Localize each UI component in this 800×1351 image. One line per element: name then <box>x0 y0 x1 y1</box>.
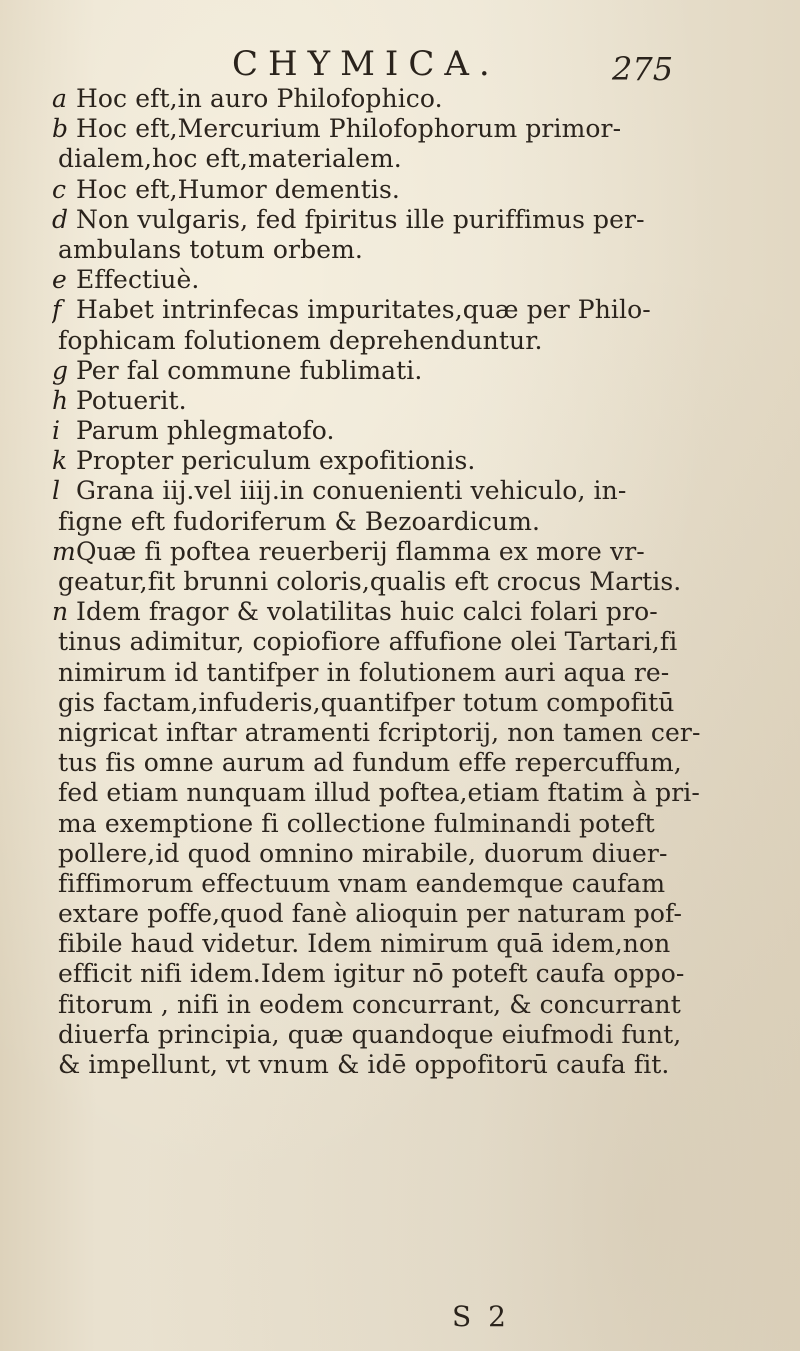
note-text: fiffimorum effectuum vnam eandemque caufam <box>58 868 666 898</box>
annotation-list <box>52 84 742 1080</box>
note-continuation-line <box>52 718 742 748</box>
note-line-k <box>52 446 742 476</box>
note-text: dialem,hoc eft,materialem. <box>58 144 402 174</box>
note-continuation-line <box>52 658 742 688</box>
note-line-i <box>52 416 742 446</box>
note-continuation-line <box>52 567 742 597</box>
note-text: nigricat inftar atramenti fcriptorij, non tamen cer- <box>58 717 701 747</box>
note-text: Potuerit. <box>76 385 187 415</box>
note-text: Quæ fi poftea reuerberij flamma ex more vr- <box>76 536 645 566</box>
note-text: ambulans totum orbem. <box>58 234 363 264</box>
note-continuation-line <box>52 809 742 839</box>
note-text: fophicam folutionem deprehenduntur. <box>58 325 543 355</box>
note-text: Propter periculum expofitionis. <box>76 446 476 476</box>
note-text: nimirum id tantifper in folutionem auri aqua re- <box>58 657 670 687</box>
note-text: Habet intrinfecas impuritates,quæ per Philo- <box>76 295 651 325</box>
note-line-c <box>52 175 742 205</box>
note-marker: f <box>52 295 62 325</box>
note-marker: k <box>52 446 68 476</box>
note-text: Grana iij.vel iiij.in conuenienti vehiculo, in- <box>76 476 627 506</box>
note-continuation-line <box>52 959 742 989</box>
note-marker: d <box>52 204 69 234</box>
note-line-f <box>52 295 742 325</box>
note-text: tus fis omne aurum ad fundum effe repercuffum, <box>58 748 682 778</box>
note-text: Hoc eft,Mercurium Philofophorum primor- <box>76 114 622 144</box>
note-continuation-line <box>52 235 742 265</box>
note-text: figne eft fudoriferum & Bezoardicum. <box>58 506 541 536</box>
note-marker: m <box>52 536 76 566</box>
note-continuation-line <box>52 748 742 778</box>
note-text: efficit nifi idem.Idem igitur nō poteft caufa oppo- <box>58 959 685 989</box>
note-text: fed etiam nunquam illud poftea,etiam ftatim à pri- <box>58 778 700 808</box>
note-text: gis factam,infuderis,quantifper totum compofitū <box>58 687 675 717</box>
note-text: Parum phlegmatofo. <box>76 416 335 446</box>
note-text: Effectiuè. <box>76 265 200 295</box>
note-text: tinus adimitur, copiofiore affufione olei Tartari,fi <box>58 627 678 657</box>
page-header <box>0 40 800 90</box>
note-line-h <box>52 386 742 416</box>
note-text: ma exemptione fi collectione fulminandi poteft <box>58 808 655 838</box>
note-line-g <box>52 356 742 386</box>
note-continuation-line <box>52 990 742 1020</box>
signature-mark: S 2 <box>452 1300 510 1333</box>
note-line-b <box>52 114 742 144</box>
note-text: geatur,fit brunni coloris,qualis eft crocus Martis. <box>58 567 682 596</box>
note-text: fibile haud videtur. Idem nimirum quā idem,non <box>58 929 671 959</box>
note-line-n <box>52 597 742 627</box>
note-line-l <box>52 476 742 506</box>
note-line-m <box>52 537 742 567</box>
note-continuation-line <box>52 1050 742 1080</box>
note-continuation-line <box>52 899 742 929</box>
note-text: diuerfa principia, quæ quandoque eiufmodi funt, <box>58 1019 682 1049</box>
running-head: CHYMICA. <box>232 44 500 84</box>
note-text: & impellunt, vt vnum & idē oppofitorū caufa fit. <box>58 1050 670 1079</box>
note-continuation-line <box>52 144 742 174</box>
note-text: Idem fragor & volatilitas huic calci folari pro- <box>76 597 658 627</box>
note-text: extare poffe,quod fanè alioquin per naturam pof- <box>58 899 683 929</box>
note-marker: a <box>52 84 68 113</box>
note-text: Non vulgaris, fed fpiritus ille puriffimus per- <box>76 204 645 234</box>
note-marker: l <box>52 476 61 506</box>
note-text: fitorum , nifi in eodem concurrant, & concurrant <box>58 989 681 1019</box>
note-marker: n <box>52 597 69 627</box>
note-text: Per fal commune fublimati. <box>76 355 423 385</box>
note-marker: h <box>52 385 69 415</box>
note-continuation-line <box>52 1020 742 1050</box>
note-continuation-line <box>52 627 742 657</box>
page-number: 275 <box>612 50 674 88</box>
note-continuation-line <box>52 326 742 356</box>
note-text: pollere,id quod omnino mirabile, duorum diuer- <box>58 838 668 868</box>
note-marker: e <box>52 265 67 295</box>
note-marker: i <box>52 416 61 446</box>
note-marker: b <box>52 114 69 144</box>
note-line-e <box>52 265 742 295</box>
note-text: Hoc eft,in auro Philofophico. <box>76 84 443 113</box>
note-continuation-line <box>52 839 742 869</box>
note-continuation-line <box>52 929 742 959</box>
note-continuation-line <box>52 869 742 899</box>
note-line-d <box>52 205 742 235</box>
note-line-a <box>52 84 742 114</box>
note-continuation-line <box>52 778 742 808</box>
note-marker: c <box>52 174 67 204</box>
note-text: Hoc eft,Humor dementis. <box>76 174 400 204</box>
note-marker: g <box>52 355 69 385</box>
note-continuation-line <box>52 688 742 718</box>
note-continuation-line <box>52 507 742 537</box>
